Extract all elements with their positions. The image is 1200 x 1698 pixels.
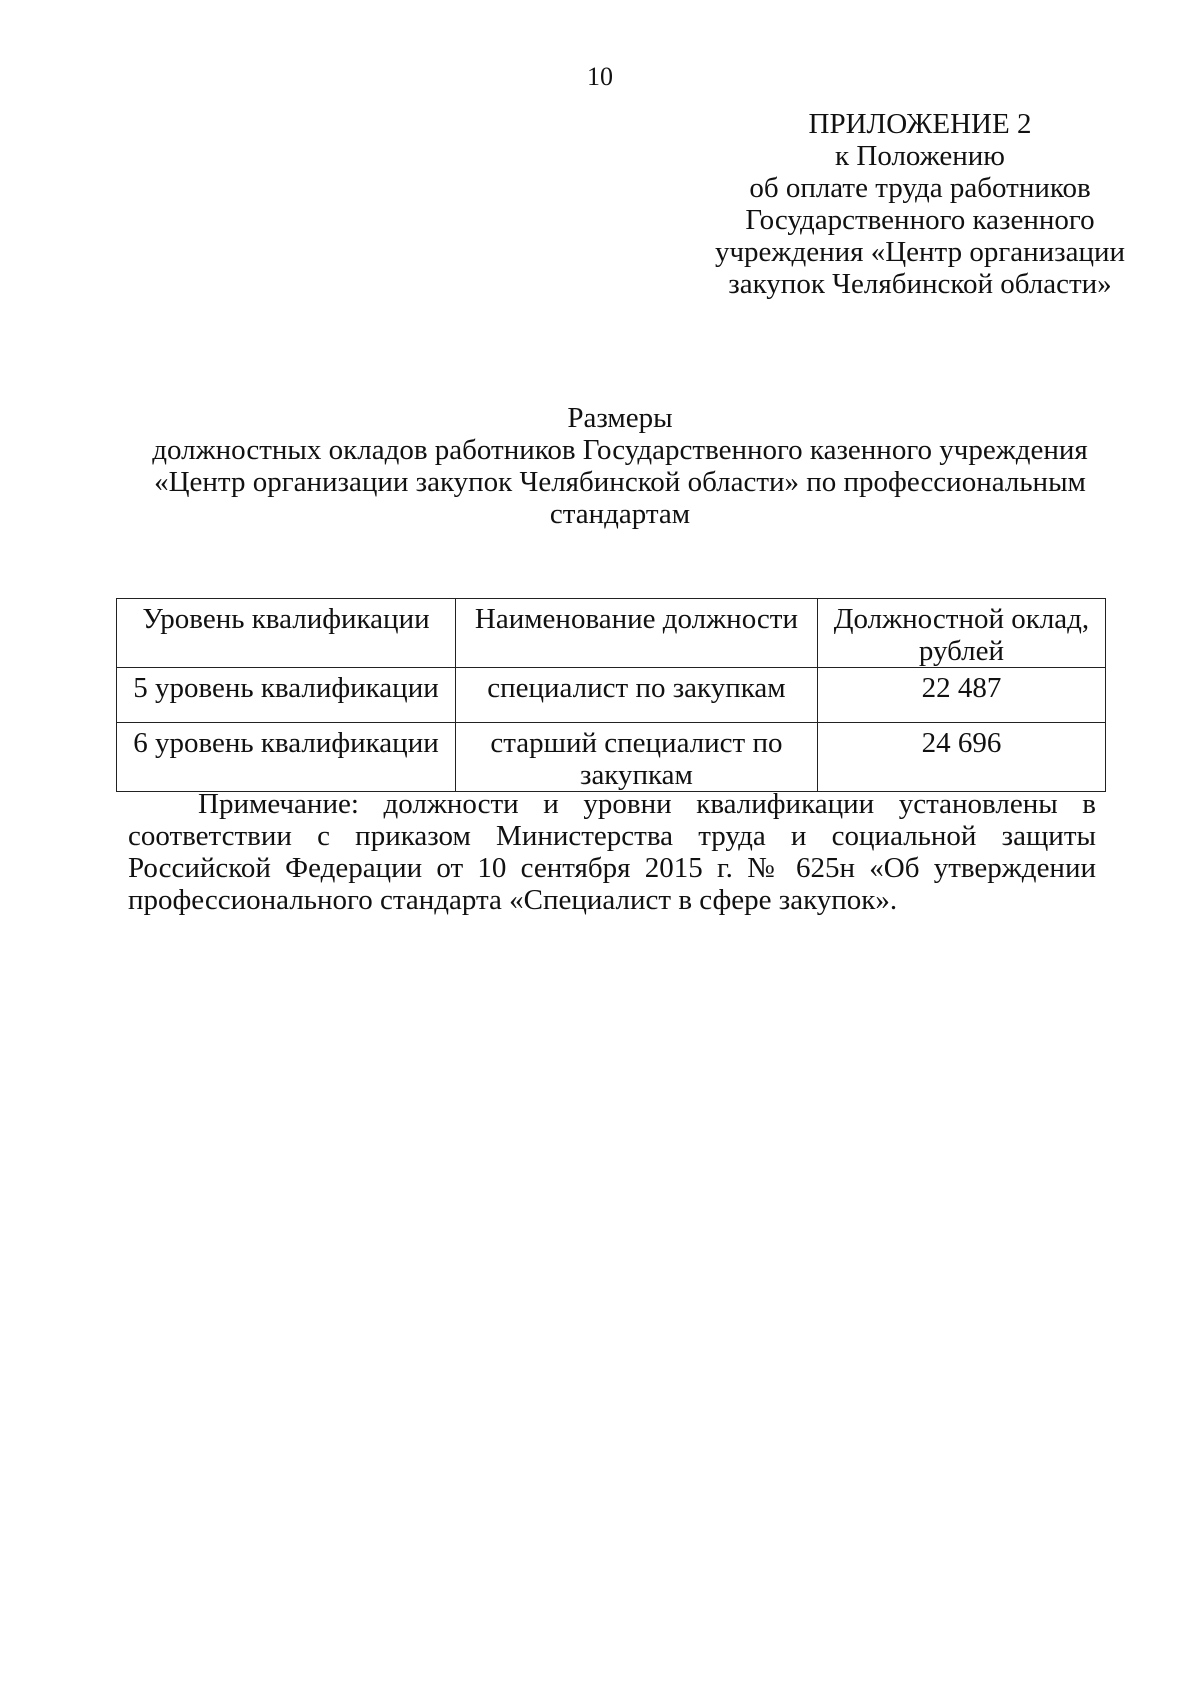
page-number: 10 <box>587 62 613 91</box>
column-header-qualification: Уровень квалификации <box>117 599 456 668</box>
appendix-line: к Положению <box>835 140 1005 172</box>
cell-position: специалист по закупкам <box>455 668 817 723</box>
table-row <box>117 723 1106 792</box>
cell-salary: 22 487 <box>817 668 1105 723</box>
appendix-line: ПРИЛОЖЕНИЕ 2 <box>808 108 1032 140</box>
heading-line: должностных окладов работников Государственного казенного учреждения <box>152 434 1088 466</box>
column-header-position: Наименование должности <box>455 599 817 668</box>
salary-table <box>116 598 1106 792</box>
heading-line: «Центр организации закупок Челябинской области» по профессиональным <box>154 466 1086 498</box>
table-row <box>117 668 1106 723</box>
appendix-line: учреждения «Центр организации <box>714 236 1126 268</box>
note-text: Примечание: должности и уровни квалификации установлены в соответствии с приказом Министерства труда и социальной защиты Российской Федерации от 10 сентября 2015 г. № 625н «Об утверждении профессионального стандарта «Специалист в сфере закупок». <box>128 788 1096 916</box>
appendix-line: закупок Челябинской области» <box>728 268 1112 300</box>
appendix-line: об оплате труда работников <box>749 172 1091 204</box>
column-header-salary: Должностной оклад, рублей <box>817 599 1105 668</box>
heading-line: стандартам <box>549 498 691 530</box>
cell-qualification: 6 уровень квалификации <box>117 723 456 792</box>
appendix-block <box>660 108 1180 300</box>
heading-line: Размеры <box>567 402 673 434</box>
cell-position: старший специалист по закупкам <box>455 723 817 792</box>
cell-qualification: 5 уровень квалификации <box>117 668 456 723</box>
document-heading <box>100 402 1140 530</box>
cell-salary: 24 696 <box>817 723 1105 792</box>
appendix-line: Государственного казенного <box>745 204 1095 236</box>
table-header-row <box>117 599 1106 668</box>
note-block <box>128 788 1096 916</box>
